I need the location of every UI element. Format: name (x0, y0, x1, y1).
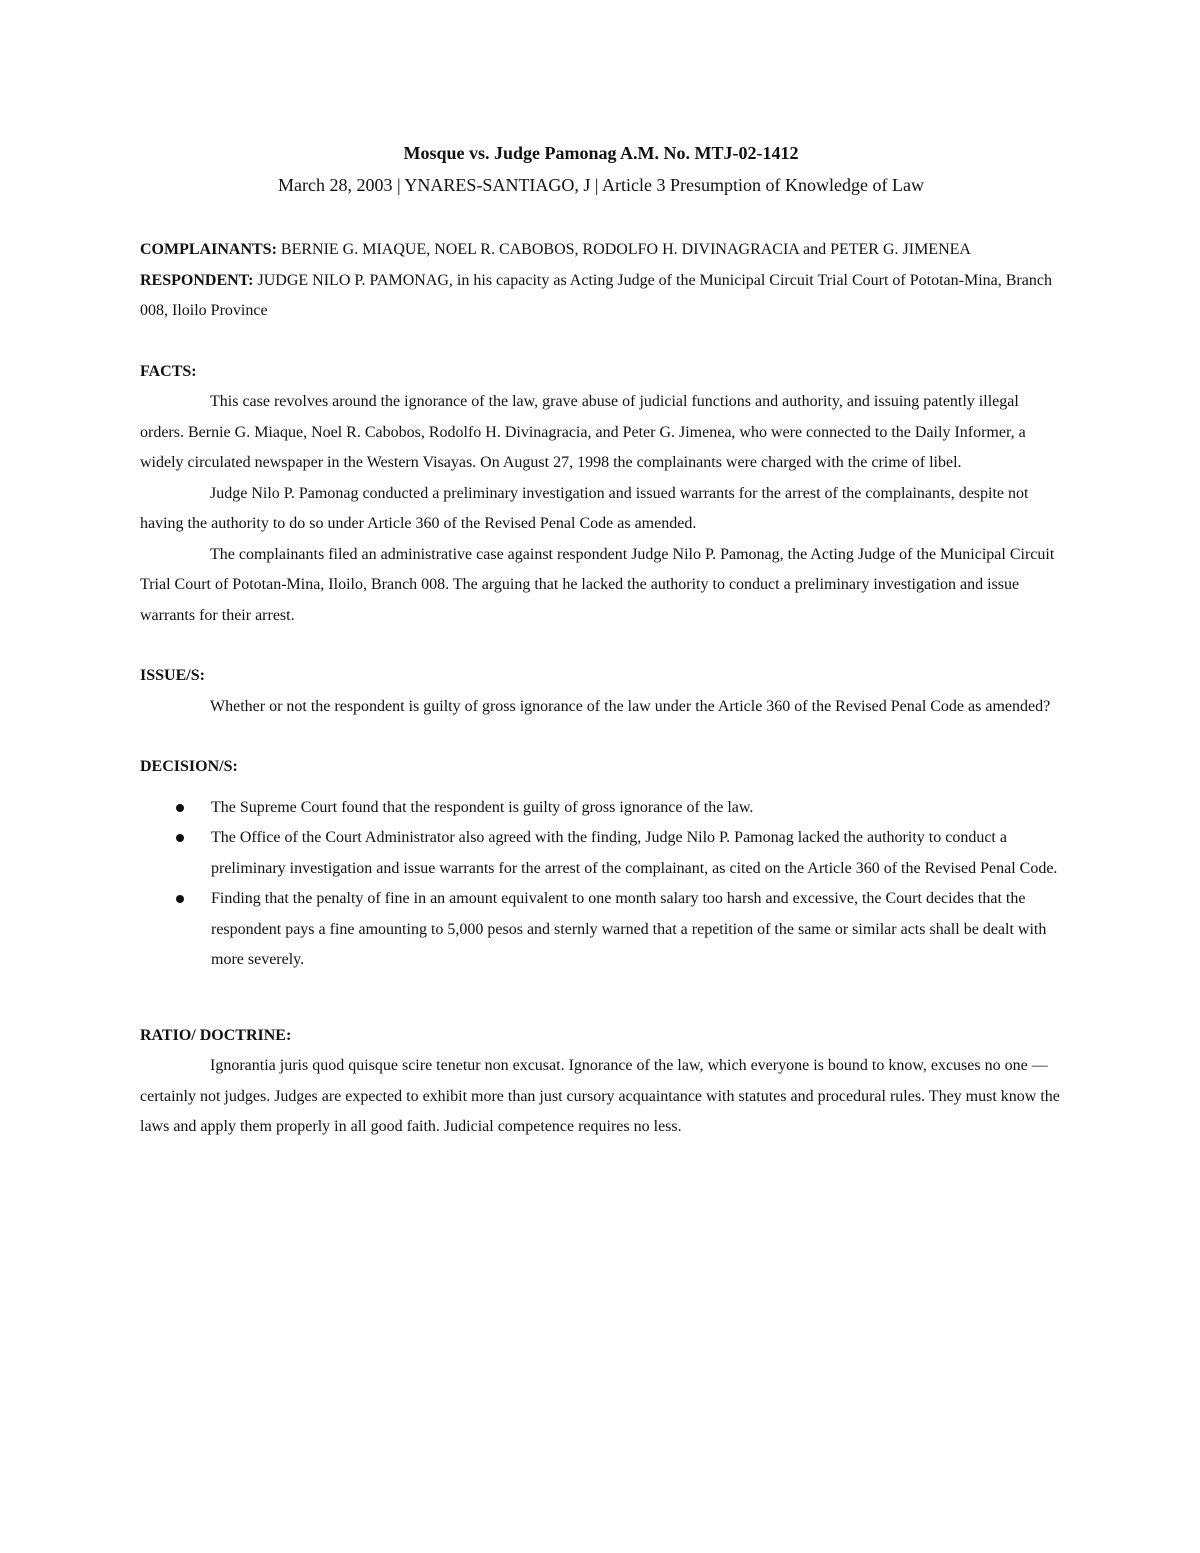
decisions-heading: DECISION/S: (140, 758, 238, 775)
complainants-text: BERNIE G. MIAQUE, NOEL R. CABOBOS, RODOLFO H. DIVINAGRACIA and PETER G. JIMENEA (276, 241, 971, 258)
issues-paragraph: Whether or not the respondent is guilty of gross ignorance of the law under the Article 360 of the Revised Penal Code as amended? (210, 697, 1051, 715)
decision-text: Finding that the penalty of fine in an amount equivalent to one month salary too harsh and excessive, the Court decides that the respondent pays a fine amounting to 5,000 pesos and sternly warned that a repetition of the same or similar acts shall be dealt with more severely. (211, 890, 1047, 968)
facts-paragraph: Judge Nilo P. Pamonag conducted a preliminary investigation and issued warrants for the arrest of the complainants, despite not having the authority to do so under Article 360 of the Revised Penal Code as amended. (140, 484, 1029, 532)
facts-section (140, 357, 1062, 632)
decision-text: The Supreme Court found that the respondent is guilty of gross ignorance of the law. (211, 798, 754, 816)
issues-heading: ISSUE/S: (140, 667, 205, 684)
list-item (140, 884, 1062, 976)
respondent-text: JUDGE NILO P. PAMONAG, in his capacity as Acting Judge of the Municipal Circuit Trial Court of Pototan-Mina, Branch 008, Iloilo Province (140, 271, 1052, 319)
document-page (140, 138, 1062, 1143)
facts-paragraph: The complainants filed an administrative case against respondent Judge Nilo P. Pamonag, the Acting Judge of the Municipal Circuit Trial Court of Pototan-Mina, Iloilo, Branch 008. The arguing that he lacked the authority to conduct a preliminary investigation and issue warrants for their arrest. (140, 545, 1055, 624)
list-item (140, 823, 1062, 884)
complainants-label: COMPLAINANTS: (140, 241, 277, 258)
ratio-section (140, 1021, 1062, 1143)
bullet-icon (176, 804, 184, 812)
ratio-paragraph: Ignorantia juris quod quisque scire tenetur non excusat. Ignorance of the law, which everyone is bound to know, excuses no one — certainly not judges. Judges are expected to exhibit more than just cursory acquaintance with statutes and procedural rules. They must know the laws and apply them properly in all good faith. Judicial competence requires no less. (140, 1057, 1060, 1135)
ratio-heading: RATIO/ DOCTRINE: (140, 1026, 292, 1044)
facts-heading: FACTS: (140, 362, 197, 380)
case-title: Mosque vs. Judge Pamonag A.M. No. MTJ-02-1412 (403, 143, 799, 163)
facts-paragraph: This case revolves around the ignorance of the law, grave abuse of judicial functions and authority, and issuing patently illegal orders. Bernie G. Miaque, Noel R. Cabobos, Rodolfo H. Divinagracia, and Peter G. Jimenea, who were connected to the Daily Informer, a widely circulated newspaper in the Western Visayas. On August 27, 1998 the complainants were charged with the crime of libel. (140, 393, 1026, 471)
issues-section (140, 661, 1062, 722)
decision-text: The Office of the Court Administrator also agreed with the finding, Judge Nilo P. Pamonag lacked the authority to conduct a preliminary investigation and issue warrants for the arrest of the complainant, as cited on the Article 360 of the Revised Penal Code. (211, 829, 1058, 877)
bullet-icon (176, 834, 184, 842)
respondent-line (140, 266, 1062, 327)
parties-block (140, 235, 1062, 327)
decisions-section (140, 752, 1062, 976)
decisions-list (140, 793, 1062, 976)
bullet-icon (176, 895, 184, 903)
respondent-label: RESPONDENT: (140, 271, 254, 289)
complainants-line (140, 235, 1062, 266)
case-subtitle: March 28, 2003 | YNARES-SANTIAGO, J | Article 3 Presumption of Knowledge of Law (278, 175, 924, 195)
list-item (140, 793, 1062, 824)
